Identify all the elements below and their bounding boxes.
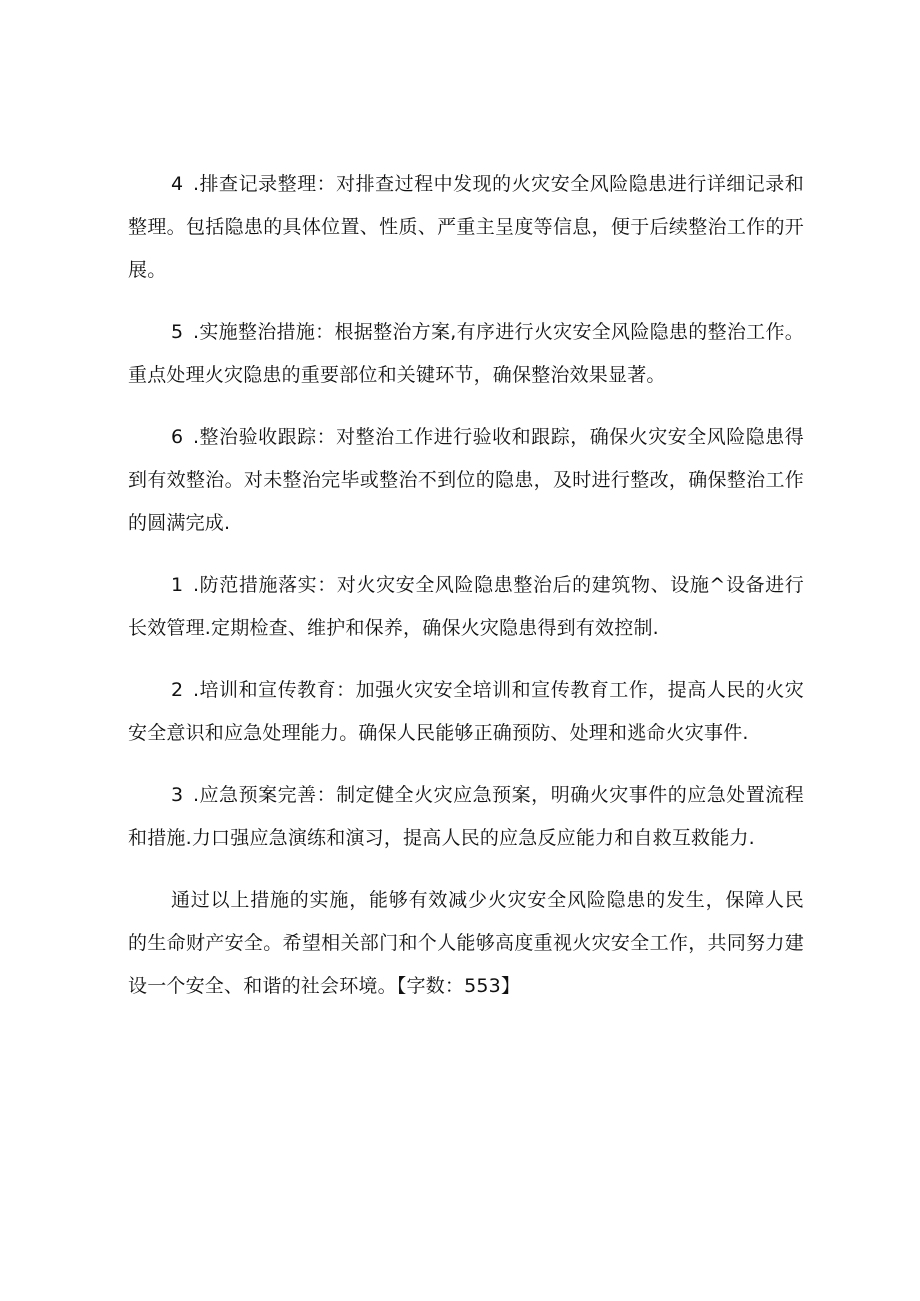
paragraph-item-2: [128, 669, 804, 755]
conclusion-paragraph: 通过以上措施的实施，能够有效减少火灾安全风险隐患的发生，保障人民的生命财产安全。希望相关部门和个人能够高度重视火灾安全工作，共同努力建设一个安全、和谐的社会环境。【字数：553】: [128, 889, 804, 997]
paragraph-text: .整治验收跟踪：对整治工作进行验收和跟踪，确保火灾安全风险隐患得到有效整治。对未整治完毕或整治不到位的隐患，及时进行整改，确保整治工作的圆满完成.: [128, 426, 804, 534]
paragraph-item-1: [128, 564, 804, 650]
paragraph-text: .防范措施落实：对火灾安全风险隐患整治后的建筑物、设施^设备进行长效管理.定期检查、维护和保养，确保火灾隐患得到有效控制.: [128, 574, 804, 639]
paragraph-number: 6: [171, 426, 184, 448]
document-body: [128, 163, 804, 1027]
paragraph-item-5: [128, 311, 804, 397]
paragraph-text: .实施整治措施：根据整治方案,有序进行火灾安全风险隐患的整治工作。重点处理火灾隐患的重要部位和关键环节，确保整治效果显著。: [128, 321, 804, 386]
paragraph-number: 4: [171, 173, 184, 195]
paragraph-number: 3: [171, 784, 184, 806]
paragraph-number: 2: [171, 679, 184, 701]
paragraph-item-3: [128, 774, 804, 860]
paragraph-number: 1: [171, 574, 184, 596]
paragraph-item-4: [128, 163, 804, 292]
paragraph-text: .排查记录整理：对排查过程中发现的火灾安全风险隐患进行详细记录和整理。包括隐患的具体位置、性质、严重主呈度等信息，便于后续整治工作的开展。: [128, 173, 804, 281]
paragraph-item-6: [128, 416, 804, 545]
paragraph-text: .培训和宣传教育：加强火灾安全培训和宣传教育工作，提高人民的火灾安全意识和应急处理能力。确保人民能够正确预防、处理和逃命火灾事件.: [128, 679, 804, 744]
paragraph-text: .应急预案完善：制定健全火灾应急预案，明确火灾事件的应急处置流程和措施.力口强应急演练和演习，提高人民的应急反应能力和自救互救能力.: [128, 784, 804, 849]
paragraph-number: 5: [171, 321, 184, 343]
